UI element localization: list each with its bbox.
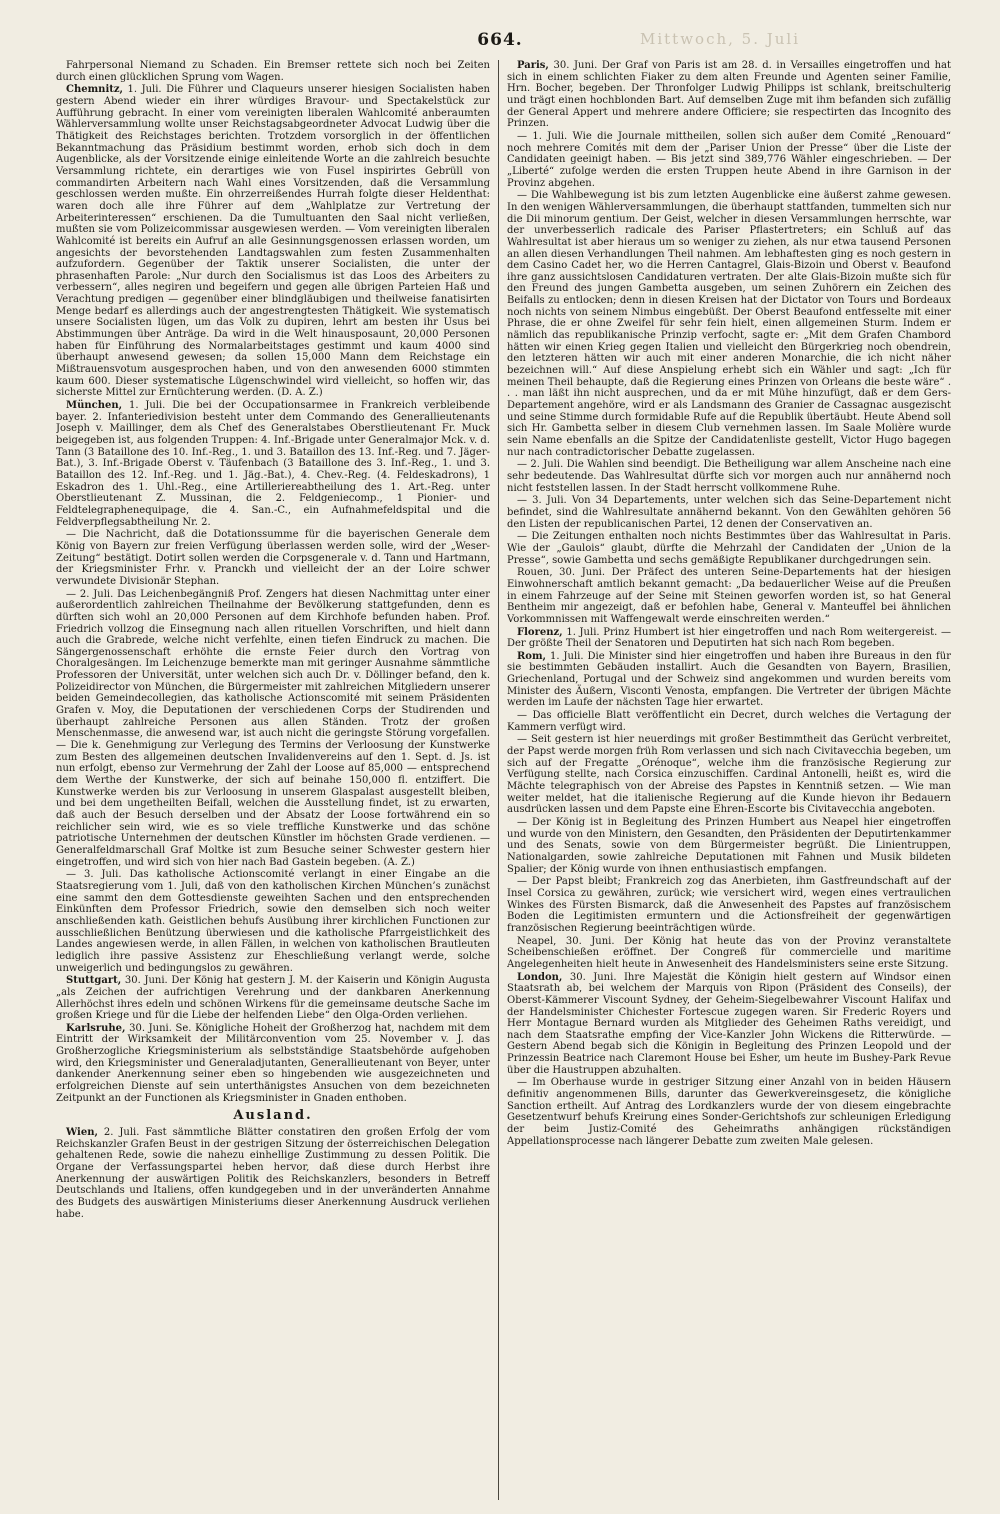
article-text: — Der König ist in Begleitung des Prinzen Humbert aus Neapel hier eingetroffen und wurde von den Ministern, den Gesandten, den Präsidenten der Deputirtenkammer und des Senats, sowie von dem Bürgermeister begrüßt. Die Linientruppen, Nationalgarden, sowie zahlreiche Deputationen mit Fahnen und Musik bildeten Spalier; der König wurde von ihnen enthusiastisch empfangen. (507, 817, 951, 875)
article-paragraph (507, 936, 951, 971)
article-paragraph (56, 589, 490, 869)
article-paragraph (507, 495, 951, 530)
article-text: — Das officielle Blatt veröffentlicht ein Decret, durch welches die Vertagung der Kammern verfügt wird. (507, 710, 951, 733)
dateline: München, (66, 400, 123, 412)
dateline: London, (517, 971, 563, 983)
article-text: 30. Juni. Der Graf von Paris ist am 28. d. in Versailles eingetroffen und hat sich in einem schlichten Fiaker zu dem alten Freunde und Agenten seiner Familie, Hrn. Bocher, begeben. Der Thronfolger Ludwig Philipps ist schlank, breitschulterig und trägt einen hochblonden Bart. Auf demselben Zuge mit ihm befanden sich zufällig der General Appert und mehrere andere Officiere; sie respectirten das Incognito des Prinzen. (507, 60, 951, 130)
article-paragraph (507, 734, 951, 816)
bleed-through-header: Mittwoch, 5. Juli (640, 30, 801, 48)
article-text: 1. Juli. Die Minister sind hier eingetroffen und haben ihre Bureaus in den für sie bestimmten Gebäuden installirt. Auch die Gesandten von Bayern, Brasilien, Griechenland, Portugal und der Schweiz sind angekommen und wurden bereits vom Minister des Äußern, Visconti Venosta, empfangen. Die Vertreter der übrigen Mächte werden im Laufe der nächsten Tage hier erwartet. (507, 650, 951, 709)
article-paragraph (56, 60, 490, 83)
dateline: Wien, (66, 1127, 98, 1139)
article-paragraph (507, 876, 951, 934)
article-text: 1. Juli. Die bei der Occupationsarmee in Frankreich verbleibende bayer. 2. Infanteriedivision besteht unter dem Commando des Generallieutenants Joseph v. Maillinger, dem als Chef des Generalstabes Oberstlieutenant Fr. Muck beigegeben ist, aus folgenden Truppen: 4. Inf.-Brigade unter Generalmajor Mck. v. d. Tann (3 Bataillone des 10. Inf.-Reg., 1. und 3. Bataillon des 13. Inf.-Reg. und 7. Jäger-Bat.), 3. Inf.-Brigade Oberst v. Täufenbach (3 Bataillone des 3. Inf.-Reg., 1. und 3. Bataillon des 12. Inf.-Reg. und 1. Jäg.-Bat.), 4. Chev.-Reg. (4. Feldeskadrons), 1 Eskadron des 1. Uhl.-Reg., eine Artilleriereabtheilung des 1. Art.-Reg. unter Oberstlieutenant Z. Mussinan, die 2. Feldgeniecomp., 1 Pionier- und Feldtelegraphenequipage, die 4. San.-C., ein Aufnahmefeldspital und die Feldverpflegsabtheilung Nr. 2. (56, 400, 490, 528)
article-text: — 2. Juli. Die Wahlen sind beendigt. Die Betheiligung war allem Anscheine nach eine sehr bedeutende. Das Wahlresultat dürfte sich vor morgen auch nur annähernd noch nicht feststellen lassen. In der Stadt herrscht vollkommene Ruhe. (507, 459, 951, 494)
article-paragraph (507, 567, 951, 625)
article-paragraph (56, 869, 490, 974)
article-text: — 3. Juli. Von 34 Departements, unter welchen sich das Seine-Departement nicht befindet, sind die Wahlresultate annähernd bekannt. Von den Gewählten gehören 56 den Listen der republicanischen Partei, 12 denen der Conservativen an. (507, 495, 951, 530)
article-text: Fahrpersonal Niemand zu Schaden. Ein Bremser rettete sich noch bei Zeiten durch einen glücklichen Sprung vom Wagen. (56, 60, 490, 83)
dateline: Stuttgart, (66, 975, 122, 987)
article-text: 1. Juli. Prinz Humbert ist hier eingetroffen und nach Rom weitergereist. — Der größte Theil der Senatoren und Deputirten hat sich nach Rom begeben. (507, 626, 951, 650)
article-paragraph (507, 1077, 951, 1147)
article-text: 1. Juli. Die Führer und Claqueurs unserer hiesigen Socialisten haben gestern Abend wieder ein ihrer würdiges Bravour- und Spectakelstück zur Aufführung gebracht. In einer vom vereinigten liberalen Wahlcomité anberaumten Wählerversammlung wollte unser Reichstagsabgeordneter Advocat Ludwig über die Thätigkeit des Reichstages berichten. Trotzdem vorsorglich in der öffentlichen Bekanntmachung das Präsidium bestimmt worden, erhob sich doch in dem Augenblicke, als der Vorsitzende einige einleitende Worte an die zahlreich besuchte Versammlung richtete, ein derartiges wie von Fusel inspirirtes Gebrüll von commandirten Arbeitern nach Wahl eines Vorsitzenden, daß die Versammlung geschlossen werden mußte. Ein ohrzerreißendes Hurrah folgte dieser Heldenthat: waren doch alle ihre Führer auf dem „Wahlplatze zur Vertretung der Arbeiterinteressen“ erschienen. Da die Tumultuanten den Saal nicht verließen, mußten sie vom Polizeicommissar ausgewiesen werden. — Vom vereinigten liberalen Wahlcomité ist bereits ein Aufruf an alle Gesinnungsgenossen erlassen worden, um angesichts der bevorstehenden Landtagswahlen zum festen Zusammenhalten aufzufordern. Gegenüber der Taktik unserer Socialisten, die unter der phrasenhaften Parole: „Nur durch den Socialismus ist das Loos des Arbeiters zu verbessern“, alles negiren und begeifern und gegen alle übrigen Parteien Haß und Verachtung predigen — gegenüber einer blindgläubigen und theilweise fanatisirten Menge bedarf es allerdings auch der angestrengtesten Thätigkeit. Wie systematisch unsere Socialisten lügen, um das Volk zu dupiren, lehrt am besten ihr Usus bei Abstimmungen über Anträge. Da wird in die Welt hinausposaunt, 20,000 Personen haben für Einführung des Normalarbeitstages gestimmt und kaum 4000 sind überhaupt anwesend gewesen; da sollen 15,000 Mann dem Reichstage ein Mißtrauensvotum ausgesprochen haben, und von den anwesenden 6000 stimmten kaum 600. Dieser systematische Lügenschwindel wird vielleicht, so hoffen wir, das sicherste Mittel zur Ernüchterung werden. (D. A. Z.) (56, 84, 490, 399)
dateline: Karlsruhe, (66, 1022, 126, 1034)
article-text: — Die Wahlbewegung ist bis zum letzten Augenblicke eine äußerst zahme gewesen. In den wenigen Wählerversammlungen, die überhaupt stattfanden, tummelten sich nur die Dii minorum gentium. Der Geist, welcher in diesen Versammlungen herrschte, war der unverbesserlich radicale des Pariser Pflastertreters; ein Schluß auf das Wahlresultat ist aber hieraus um so weniger zu ziehen, als nur etwa tausend Personen an allen diesen Verhandlungen Theil nahmen. Am lebhaftesten ging es noch gestern in dem Casino Cadet her, wo die Herren Cantagrel, Glais-Bizoin und Oberst v. Beaufond ihre ganz aussichtslosen Candidaturen vertraten. Der alte Glais-Bizoin mußte sich für den Freund des jungen Gambetta ausgeben, um seinen Zuhörern ein Zeichen des Beifalls zu entlocken; denn in diesen Kreisen hat der Dictator von Tours und Bordeaux noch nichts von seinem Nimbus eingebüßt. Der Oberst Beaufond entfesselte mit einer Phrase, die er ohne Zweifel für sehr fein hielt, einen allgemeinen Sturm. Indem er nämlich das republikanische Prinzip verfocht, sagte er: „Mit dem Grafen Chambord hätten wir einen Krieg gegen Italien und vielleicht den Bürgerkrieg noch obendrein, den letzteren hätten wir auch mit einer anderen Monarchie, die ich nicht näher bezeichnen will.“ Auf diese Anspielung erhebt sich ein Wähler und sagt: „Ich für meinen Theil behaupte, daß die Regierung eines Prinzen von Orleans die beste wäre“ . . . man läßt ihn nicht ausprechen, und da er mit Mühe hinzufügt, daß er dem Gers-Departement angehöre, wird er als Landsmann des Granier de Cassagnac ausgezischt und seine Stimme durch formidable Rufe auf die Republik übertäubt. Heute Abend soll sich Hr. Gambetta selber in diesem Club vernehmen lassen. Im Saale Molière wurde sein Name ebenfalls an die Spitze der Candidatenliste gestellt, Victor Hugo bagegen nur nach contradictorischer Debatte zugelassen. (507, 190, 951, 458)
article-text: — Seit gestern ist hier neuerdings mit großer Bestimmtheit das Gerücht verbreitet, der Papst werde morgen früh Rom verlassen und sich nach Civitavecchia begeben, um sich auf der Fregatte „Orénoque“, welche ihm die französische Regierung zur Verfügung stellte, nach Corsica einzuschiffen. Cardinal Antonelli, heißt es, wird die Mächte telegraphisch von der Abreise des Papstes in Kenntniß setzen. — Wie man weiter meldet, hat die italienische Regierung auf die Kunde hievon ihr Bedauern ausdrücken lassen und dem Papste eine Ehren-Escorte bis Civitavecchia angeboten. (507, 734, 951, 816)
article-paragraph (56, 1127, 490, 1220)
article-paragraph (56, 1023, 490, 1105)
article-text: — 1. Juli. Wie die Journale mittheilen, sollen sich außer dem Comité „Renouard“ noch mehrere Comités mit dem der „Pariser Union der Presse“ über die Liste der Candidaten geeinigt haben. — Bis jetzt sind 389,776 Wähler eingeschrieben. — Der „Liberté“ zufolge werden die ersten Truppen heute Abend in ihre Garnison in der Provinz abgehen. (507, 130, 951, 189)
article-text: — 2. Juli. Das Leichenbegängniß Prof. Zengers hat diesen Nachmittag unter einer außerordentlich zahlreichen Theilnahme der Bevölkerung stattgefunden, denn es dürften sich wohl an 20,000 Personen auf dem Kirchhofe befunden haben. Prof. Friedrich vollzog die Einsegnung nach allen rituellen Vorschriften, und hielt dann auch die Grabrede, welche nicht verfehlte, einen tiefen Eindruck zu machen. Die Sängergenossenschaft erhöhte die ernste Feier durch den Vortrag von Choralgesängen. Im Leichenzuge bemerkte man mit geringer Ausnahme sämmtliche Professoren der Universität, unter welchen sich auch Dr. v. Döllinger befand, den k. Polizeidirector von München, die Bürgermeister mit zahlreichen Mitgliedern unserer beiden Gemeindecollegien, das katholische Actionscomité mit seinem Präsidenten Grafen v. Moy, die Deputationen der verschiedenen Corps der Studirenden und überhaupt zahlreiche Personen aus allen Ständen. Trotz der großen Menschenmasse, die anwesend war, ist auch nicht die geringste Störung vorgefallen. — Die k. Genehmigung zur Verlegung des Termins der Verloosung der Kunstwerke zum Besten des allgemeinen deutschen Invalidenvereins auf den 1. Sept. d. Js. ist nun erfolgt, ebenso zur Vermehrung der Zahl der Loose auf 85,000 — entsprechend dem Werthe der Kunstwerke, der sich auf beinahe 150,000 fl. entziffert. Die Kunstwerke werden bis zur Verloosung in unserem Glaspalast ausgestellt bleiben, und bei dem ungetheilten Beifall, welchen die Ausstellung findet, ist zu erwarten, daß auch der Besuch derselben und der Absatz der Loose fortwährend ein so reichlicher sein wird, wie es so viele treffliche Kunstwerke und das schöne patriotische Unternehmen der deutschen Künstler im höchsten Grade verdienen. — Generalfeldmarschall Graf Moltke ist zum Besuche seiner Schwester gestern hier eingetroffen, und wird sich von hier nach Bad Gastein begeben. (A. Z.) (56, 588, 490, 868)
article-text: Rouen, 30. Juni. Der Präfect des unteren Seine-Departements hat der hiesigen Einwohnerschaft amtlich bekannt gemacht: „Da bedauerlicher Weise auf die Preußen in einem Fahrzeuge auf der Seine mit Steinen geworfen worden ist, so hat General Bentheim mir angezeigt, daß er befohlen habe, General v. Manteuffel bei ähnlichen Vorkommnissen mit Waffengewalt werde einschreiten werden.“ (507, 567, 951, 625)
article-text: — Die Zeitungen enthalten noch nichts Bestimmtes über das Wahlresultat in Paris. Wie der „Gaulois“ glaubt, dürfte die Mehrzahl der Candidaten der „Union de la Presse“, sowie Gambetta und sechs gemäßigte Republikaner durchgedrungen sein. (507, 531, 951, 566)
article-paragraph (507, 60, 951, 130)
article-paragraph (507, 651, 951, 709)
page-number: 664. (477, 30, 523, 50)
article-paragraph (507, 972, 951, 1077)
article-text: 30. Juni. Se. Königliche Hoheit der Großherzog hat, nachdem mit dem Eintritt der Wirksamkeit der Militärconvention vom 25. November v. J. das Großherzogliche Kriegsministerium als selbstständige Staatsbehörde aufgehoben wird, den Kriegsminister und Generaladjutanten, Generallieutenant von Beyer, unter dankender Anerkennung seiner eben so hingebenden wie ausgezeichneten und erfolgreichen Dienste auf sein unterthänigstes Ansuchen von dem bezeichneten Zeitpunkt an der Functionen als Kriegsminister in Gnaden enthoben. (56, 1022, 490, 1104)
article-paragraph (56, 975, 490, 1022)
article-paragraph (507, 710, 951, 733)
article-text: 2. Juli. Fast sämmtliche Blätter constatiren den großen Erfolg der vom Reichskanzler Grafen Beust in der gestrigen Sitzung der österreichischen Delegation gehaltenen Rede, sowie die nahezu einhellige Zustimmung zu dessen Politik. Die Organe der Verfassungspartei heben hervor, daß diese durch Herbst ihre Anerkennung der auswärtigen Politik des Reichskanzlers, besonders in Betreff Deutschlands und Italiens, offen kundgegeben und in der unveränderten Annahme des Budgets des auswärtigen Ministeriums dieser Anerkennung Ausdruck verliehen habe. (56, 1127, 490, 1220)
dateline: Paris, (517, 60, 549, 71)
article-paragraph (507, 190, 951, 458)
article-text: 30. Juni. Ihre Majestät die Königin hielt gestern auf Windsor einen Staatsrath ab, bei welchem der Marquis von Ripon (Präsident des Conseils), der Oberst-Kämmerer Viscount Sydney, der Geheim-Siegelbewahrer Viscount Halifax und der Handelsminister Chichester Fortescue zugegen waren. Sir Frederic Royers und Herr Montague Bernard wurden als Mitglieder des Geheimen Raths vereidigt, und nach dem Staatsrathe empfing der Vice-Kanzler John Wickens die Ritterwürde. — Gestern Abend begab sich die Königin in Begleitung des Prinzen Leopold und der Prinzessin Beatrice nach Claremont House bei Esher, um heute im Bushey-Park Revue über die Haustruppen abzuhalten. (507, 971, 951, 1076)
article-paragraph (507, 531, 951, 566)
article-text: — 3. Juli. Das katholische Actionscomité verlangt in einer Eingabe an die Staatsregierung vom 1. Juli, daß von den katholischen Kirchen München’s zunächst eine sammt den dem Gottesdienste geweihten Sachen und den entsprechenden Einkünften dem Professor Friedrich, sowie den demselben sich noch weiter anschließenden kath. Geistlichen behufs Ausübung ihrer kirchlichen Functionen zur ausschließlichen Benützung überwiesen und die katholische Pfarrgeistlichkeit des Landes angewiesen werde, in allen Fällen, in welchen von katholischen Brautleuten lediglich ihre passive Assistenz zur Eheschließung verlangt werde, solche unweigerlich und bedingungslos zu gewähren. (56, 869, 490, 974)
article-text: — Der Papst bleibt; Frankreich zog das Anerbieten, ihm Gastfreundschaft auf der Insel Corsica zu gewähren, zurück; wie versichert wird, wegen eines vertraulichen Winkes des Fürsten Bismarck, daß die Anwesenheit des Papstes auf französischem Boden die Legitimisten ermuntern und die Actionsfreiheit der gegenwärtigen französischen Regierung beeinträchtigen würde. (507, 876, 951, 934)
column-divider (498, 60, 499, 1500)
article-text: Neapel, 30. Juni. Der König hat heute das von der Provinz veranstaltete Scheibenschießen eröffnet. Der Congreß für commercielle und maritime Angelegenheiten hielt heute in Anwesenheit des Handelsministers seine erste Sitzung. (507, 935, 951, 970)
article-paragraph (56, 400, 490, 528)
right-column (507, 60, 951, 1500)
dateline: Chemnitz, (66, 84, 124, 96)
article-paragraph (507, 817, 951, 875)
article-paragraph (507, 627, 951, 650)
article-paragraph (56, 84, 490, 399)
article-text: — Im Oberhause wurde in gestriger Sitzung einer Anzahl von in beiden Häusern definitiv angenommenen Bills, darunter das Gewerkvereinsgesetz, die königliche Sanction ertheilt. Auf Antrag des Lordkanzlers wurde der von diesem eingebrachte Gesetzentwurf behufs Kreirung eines Sonder-Gerichtshofs zur schleunigen Erledigung der beim Justiz-Comité des Geheimraths anhängigen rückständigen Appellationsprocesse nach längerer Debatte zum zweiten Male gelesen. (507, 1077, 951, 1147)
article-text: — Die Nachricht, daß die Dotationssumme für die bayerischen Generale dem König von Bayern zur freien Verfügung überlassen werden solle, wird der „Weser-Zeitung“ bestätigt. Dotirt sollen werden die Corpsgenerale v. d. Tann und Hartmann, der Kriegsminister Frhr. v. Pranckh und vielleicht der an der Loire schwer verwundete Divisionär Stephan. (56, 529, 490, 587)
article-text: 30. Juni. Der König hat gestern J. M. der Kaiserin und Königin Augusta „als Zeichen der aufrichtigen Verehrung und der dankbaren Anerkennung Allerhöchst ihres edeln und schönen Wirkens für die gemeinsame deutsche Sache im großen Kriege und für die Liebe der helfenden Liebe“ den Olga-Orden verliehen. (56, 975, 490, 1022)
section-heading: Ausland. (233, 1108, 313, 1124)
article-paragraph (507, 131, 951, 189)
article-paragraph (56, 529, 490, 587)
dateline: Rom, (517, 650, 547, 662)
article-paragraph (507, 459, 951, 494)
left-column (56, 60, 490, 1500)
dateline: Florenz, (517, 626, 563, 638)
